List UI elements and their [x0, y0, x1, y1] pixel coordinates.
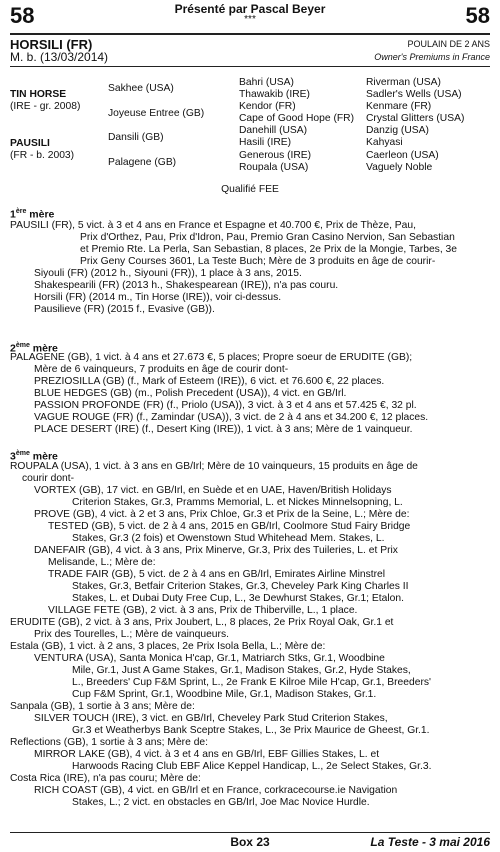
pedigree-col4-6: Caerleon (USA): [366, 150, 439, 161]
pedigree-col4-3: Crystal Glitters (USA): [366, 113, 465, 124]
pedigree-col3-6: Generous (IRE): [239, 150, 312, 161]
owner-premiums: Owner's Premiums in France: [374, 52, 490, 62]
third-dam-line: Gr.3 et Weatherbys Bank Sceptre Stakes, L., 3e Prix Maurice de Gheest, Gr.1.: [72, 725, 430, 736]
third-dam-line: TESTED (GB), 5 vict. de 2 à 4 ans, 2015 en GB/Irl, Coolmore Stud Fairy Bridge: [48, 521, 411, 532]
third-dam-line: Estala (GB), 1 vict. à 2 ans, 3 places, 2e Prix Isola Bella, L.; Mère de:: [10, 641, 326, 652]
pedigree-col4-2: Kenmare (FR): [366, 101, 432, 112]
pedigree-col3-4: Danehill (USA): [239, 125, 308, 136]
dam-info: (FR - b. 2003): [10, 150, 75, 161]
first-dam-heading: 1ère mère: [10, 208, 55, 221]
third-dam-text: [10, 461, 490, 809]
third-dam-line: Mile, Gr.1, Just A Game Stakes, Gr.1, Madison Stakes, Gr.2, Hyde Stakes,: [72, 665, 411, 676]
pedigree-col3-3: Cape of Good Hope (FR): [239, 113, 355, 124]
first-dam-text: [10, 220, 490, 316]
third-dam-line: VORTEX (GB), 17 vict. en GB/Irl, en Suède et en UAE, Haven/British Holidays: [34, 485, 392, 496]
first-dam-line: Prix d'Orthez, Pau, Prix d'Idron, Pau, Premio Gran Casino Nervion, San Sebastian: [80, 232, 455, 243]
first-dam-line: Horsili (FR) (2014 m., Tin Horse (IRE)), voir ci-dessus.: [34, 292, 282, 303]
third-dam-line: ERUDITE (GB), 2 vict. à 3 ans, Prix Joubert, L., 8 places, 2e Prix Royal Oak, Gr.1 et: [10, 617, 394, 628]
second-dam-line: PREZIOSILLA (GB) (f., Mark of Esteem (IRE)), 6 vict. et 76.600 €, 22 places.: [34, 376, 385, 387]
first-dam-line: Prix Geny Courses 3601, La Teste Buch; Mère de 3 produits en âge de courir-: [80, 256, 436, 267]
pedigree-col4-1: Sadler's Wells (USA): [366, 89, 462, 100]
third-dam-line: Reflections (GB), 1 sortie à 3 ans; Mère de:: [10, 737, 209, 748]
box-number: Box 23: [230, 835, 270, 849]
pedigree-col3-0: Bahri (USA): [239, 77, 294, 88]
third-dam-line: L., Breeders' Cup F&M Sprint, L., 2e Frank E Kilroe Mile H'cap, Gr.1, Breeders': [72, 677, 431, 688]
sire-info: (IRE - gr. 2008): [10, 101, 81, 112]
horse-name: HORSILI (FR): [10, 37, 93, 52]
third-dam-line: TRADE FAIR (GB), 5 vict. de 2 à 4 ans en GB/Irl, Emirates Airline Minstrel: [48, 569, 386, 580]
sire-name: TIN HORSE: [10, 89, 67, 100]
second-dam-line: PALAGENE (GB), 1 vict. à 4 ans et 27.673 €, 5 places; Propre soeur de ERUDITE (GB);: [10, 352, 413, 363]
second-dam-line: Mère de 6 vainqueurs, 7 produits en âge de courir dont-: [34, 364, 289, 375]
pedigree-col3-7: Roupala (USA): [239, 162, 309, 173]
header-rule: [10, 33, 490, 35]
second-dam-line: PLACE DESERT (IRE) (f., Desert King (IRE)), 1 vict. à 3 ans; Mère de 1 vainqueur.: [34, 424, 413, 435]
second-dam-line: VAGUE ROUGE (FR) (f., Zamindar (USA)), 3 vict. de 2 à 4 ans et 34.200 €, 12 places.: [34, 412, 429, 423]
pedigree-col3-5: Hasili (IRE): [239, 137, 292, 148]
third-dam-line: Stakes, Gr.3, Betfair Criterion Stakes, Gr.3, Cheveley Park King Charles II: [72, 581, 409, 592]
pedigree-rule: [10, 66, 490, 67]
pedigree-col4-4: Danzig (USA): [366, 125, 429, 136]
second-dam-text: [10, 352, 490, 436]
pedigree-col2-0: Sakhee (USA): [108, 83, 174, 94]
third-dam-line: Harwoods Racing Club EBF Alice Keppel Handicap, L., 2e Select Stakes, Gr.3.: [72, 761, 432, 772]
third-dam-line: SILVER TOUCH (IRE), 3 vict. en GB/Irl, Cheveley Park Stud Criterion Stakes,: [34, 713, 388, 724]
pedigree-col4-5: Kahyasi: [366, 137, 403, 148]
third-dam-line: Melisande, L.; Mère de:: [48, 557, 156, 568]
second-dam-heading: 2ème mère: [10, 342, 58, 355]
third-dam-heading: 3ème mère: [10, 450, 58, 463]
third-dam-line: VILLAGE FETE (GB), 2 vict. à 3 ans, Prix de Thiberville, L., 1 place.: [48, 605, 358, 616]
lot-number-left: 58: [10, 3, 35, 28]
third-dam-line: Stakes, L. et Dubai Duty Free Cup, L., 3e Dewhurst Stakes, Gr.1; Etalon.: [72, 593, 404, 604]
pedigree-col4-7: Vaguely Noble: [366, 162, 433, 173]
first-dam-line: Shakespearili (FR) (2013 h., Shakespearean (IRE)), n'a pas couru.: [34, 280, 339, 291]
second-dam-line: PASSION PROFONDE (FR) (f., Priolo (USA)), 3 vict. à 3 et 4 ans et 57.425 €, 32 pl.: [34, 400, 417, 411]
third-dam-line: ROUPALA (USA), 1 vict. à 3 ans en GB/Irl; Mère de 10 vainqueurs, 15 produits en âge de: [10, 461, 418, 472]
third-dam-line: courir dont-: [22, 473, 75, 484]
third-dam-line: Cup F&M Sprint, Gr.1, Woodbine Mile, Gr.1, Madison Stakes, Gr.1.: [72, 689, 377, 700]
third-dam-line: Stakes, L.; 2 vict. en obstacles en GB/Irl, Joe Mac Novice Hurdle.: [72, 797, 370, 808]
seller-line: Présenté par Pascal Beyer: [174, 2, 326, 16]
first-dam-line: Siyouli (FR) (2012 h., Siyouni (FR)), 1 place à 3 ans, 2015.: [34, 268, 302, 279]
pedigree-col2-3: Palagene (GB): [108, 157, 177, 168]
pedigree-col2-2: Dansili (GB): [108, 132, 164, 143]
dam-name: PAUSILI: [10, 138, 50, 149]
third-dam-line: RICH COAST (GB), 4 vict. en GB/Irl et en France, corkracecourse.ie Navigation: [34, 785, 398, 796]
qualifie-fee: Qualifié FEE: [221, 184, 279, 195]
footer-rule: [10, 832, 490, 833]
pedigree-col3-2: Kendor (FR): [239, 101, 296, 112]
third-dam-line: Prix des Tourelles, L.; Mère de vainqueurs.: [34, 629, 229, 640]
pedigree-col3-1: Thawakib (IRE): [239, 89, 310, 100]
horse-details: M. b. (13/03/2014): [10, 50, 109, 64]
first-dam-line: PAUSILI (FR), 5 vict. à 3 et 4 ans en France et Espagne et 40.700 €, Prix de Thèze, Pau,: [10, 220, 416, 231]
second-dam-line: BLUE HEDGES (GB) (m., Polish Precedent (USA)), 4 vict. en GB/Irl.: [34, 388, 347, 399]
third-dam-line: Stakes, Gr.3 (2 fois) et Owenstown Stud Whitehead Mem. Stakes, L.: [72, 533, 385, 544]
pedigree-col4-0: Riverman (USA): [366, 77, 441, 88]
lot-number-right: 58: [465, 3, 490, 28]
third-dam-line: DANEFAIR (GB), 4 vict. à 3 ans, Prix Minerve, Gr.3, Prix des Tuileries, L. et Prix: [34, 545, 398, 556]
third-dam-line: PROVE (GB), 4 vict. à 2 et 3 ans, Prix Chloe, Gr.3 et Prix de la Seine, L.; Mère de:: [34, 509, 410, 520]
third-dam-line: Criterion Stakes, Gr.3, Pramms Memorial, L. et Nickes Minnelsopning, L.: [72, 497, 403, 508]
first-dam-line: et Premio Rte. La Perla, San Sebastian, 8 places, 2e Prix de la Mongie, Tarbes, 3e: [80, 244, 458, 255]
third-dam-line: Costa Rica (IRE), n'a pas couru; Mère de:: [10, 773, 201, 784]
third-dam-line: Sanpala (GB), 1 sortie à 3 ans; Mère de:: [10, 701, 195, 712]
first-dam-line: Pausilieve (FR) (2015 f., Evasive (GB)).: [34, 304, 215, 315]
pedigree-col2-1: Joyeuse Entree (GB): [108, 108, 205, 119]
venue-date: La Teste - 3 mai 2016: [370, 835, 490, 849]
horse-type: POULAIN DE 2 ANS: [407, 39, 490, 49]
third-dam-line: VENTURA (USA), Santa Monica H'cap, Gr.1, Matriarch Stks, Gr.1, Woodbine: [34, 653, 385, 664]
third-dam-line: MIRROR LAKE (GB), 4 vict. à 3 et 4 ans en GB/Irl, EBF Gillies Stakes, L. et: [34, 749, 380, 760]
stars: ***: [244, 14, 256, 25]
